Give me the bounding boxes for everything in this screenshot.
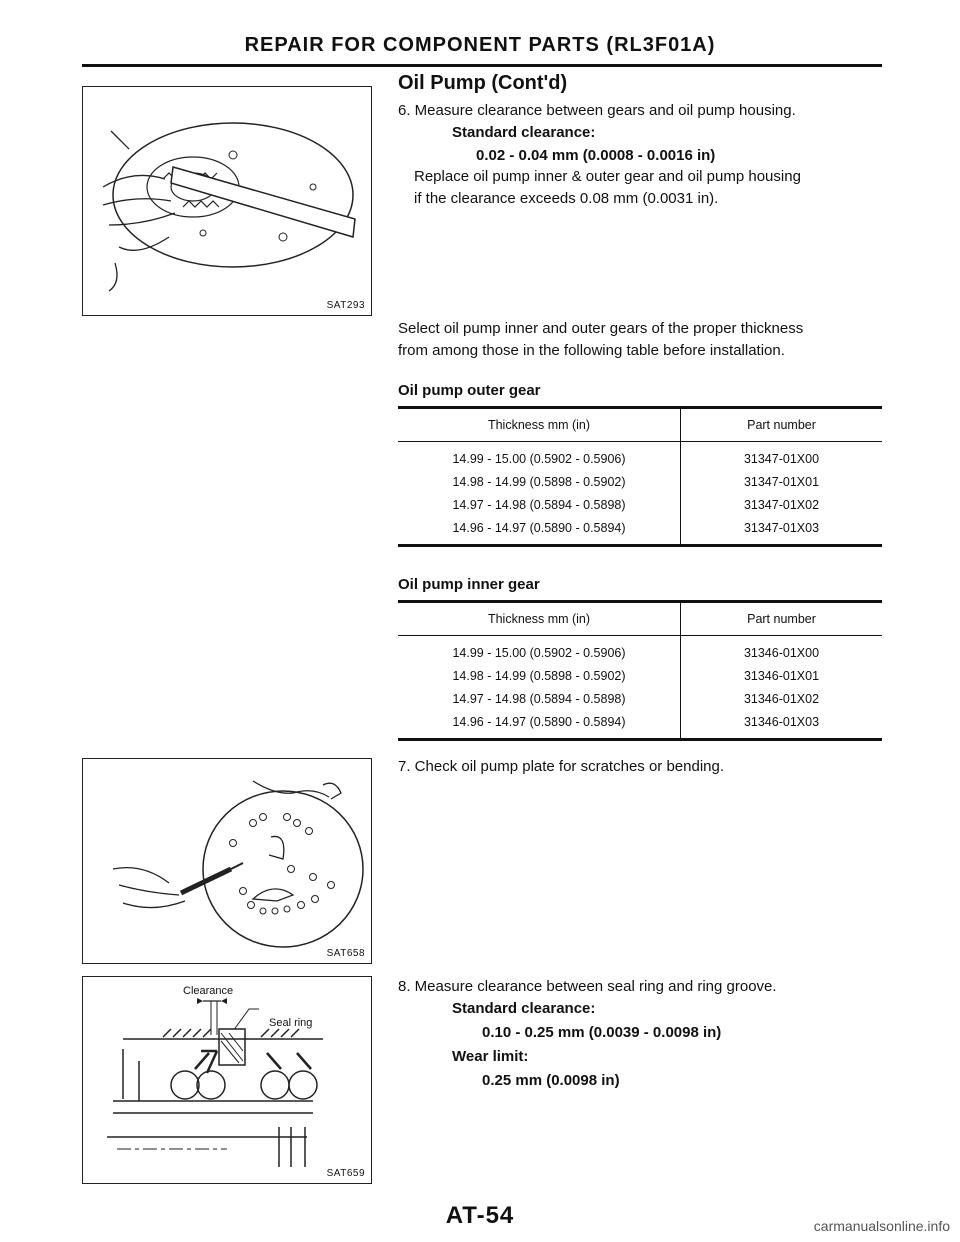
figure-sat293 [82,86,372,316]
figure-code: SAT659 [326,1168,365,1179]
table-row [398,493,882,516]
step8-std-label: Standard clearance: [452,1000,596,1017]
inner-col-part: Part number [681,602,883,636]
outer-table-title: Oil pump outer gear [398,382,541,399]
feeler-gauge-illustration [83,87,371,315]
seal-ring-label: Seal ring [269,1017,313,1029]
page-header-title: REPAIR FOR COMPONENT PARTS (RL3F01A) [244,34,716,56]
page-number: AT-54 [445,1202,515,1229]
step8-wear-value: 0.25 mm (0.0098 in) [482,1072,620,1089]
section-title: Oil Pump (Cont'd) [398,72,568,94]
table-row [398,636,882,665]
inner-table-title: Oil pump inner gear [398,576,540,593]
thickness-cell: 14.96 - 14.97 (0.5890 - 0.5894) [398,710,681,740]
figure-sat658 [82,758,372,964]
step8-std-value: 0.10 - 0.25 mm (0.0039 - 0.0098 in) [482,1024,722,1041]
thickness-cell: 14.99 - 15.00 (0.5902 - 0.5906) [398,636,681,665]
table-row [398,442,882,471]
thickness-cell: 14.99 - 15.00 (0.5902 - 0.5906) [398,442,681,471]
table-row [398,470,882,493]
figure-code: SAT293 [326,300,365,311]
figure-code: SAT658 [326,948,365,959]
select-line1: Select oil pump inner and outer gears of the proper thickness [398,320,804,337]
outer-col-thickness: Thickness mm (in) [398,408,681,442]
table-row [398,664,882,687]
table-row [398,710,882,740]
step6-std-label: Standard clearance: [452,124,596,141]
thickness-cell: 14.98 - 14.99 (0.5898 - 0.5902) [398,470,681,493]
step6-note-line1: Replace oil pump inner & outer gear and oil pump housing [414,168,801,185]
pump-plate-illustration [83,759,371,963]
outer-gear-table [398,406,882,547]
step6-note-line2: if the clearance exceeds 0.08 mm (0.0031 in). [414,190,719,207]
step8-wear-label: Wear limit: [452,1048,529,1065]
table-row [398,516,882,546]
part-cell: 31346-01X02 [743,691,820,706]
part-cell: 31346-01X00 [743,645,820,660]
inner-gear-table [398,600,882,741]
thickness-cell: 14.97 - 14.98 (0.5894 - 0.5898) [398,493,681,516]
part-cell: 31347-01X02 [743,497,820,512]
part-cell: 31347-01X00 [743,451,820,466]
figure-sat659 [82,976,372,1184]
select-line2: from among those in the following table before installation. [398,342,785,359]
step6-std-value: 0.02 - 0.04 mm (0.0008 - 0.0016 in) [476,147,716,164]
step6-text: 6. Measure clearance between gears and oil pump housing. [398,102,796,119]
thickness-cell: 14.97 - 14.98 (0.5894 - 0.5898) [398,687,681,710]
part-cell: 31347-01X01 [743,474,820,489]
thickness-cell: 14.96 - 14.97 (0.5890 - 0.5894) [398,516,681,546]
part-cell: 31346-01X03 [681,710,883,740]
part-cell: 31347-01X03 [681,516,883,546]
step8-text: 8. Measure clearance between seal ring and ring groove. [398,978,777,995]
watermark: carmanualsonline.info [813,1218,950,1234]
step7-text: 7. Check oil pump plate for scratches or bending. [398,758,725,775]
clearance-label: Clearance [183,985,234,997]
seal-ring-illustration [83,977,371,1183]
thickness-cell: 14.98 - 14.99 (0.5898 - 0.5902) [398,664,681,687]
inner-col-thickness: Thickness mm (in) [398,602,681,636]
outer-col-part: Part number [681,408,883,442]
part-cell: 31346-01X01 [743,668,820,683]
table-row [398,687,882,710]
header-rule [82,64,882,67]
